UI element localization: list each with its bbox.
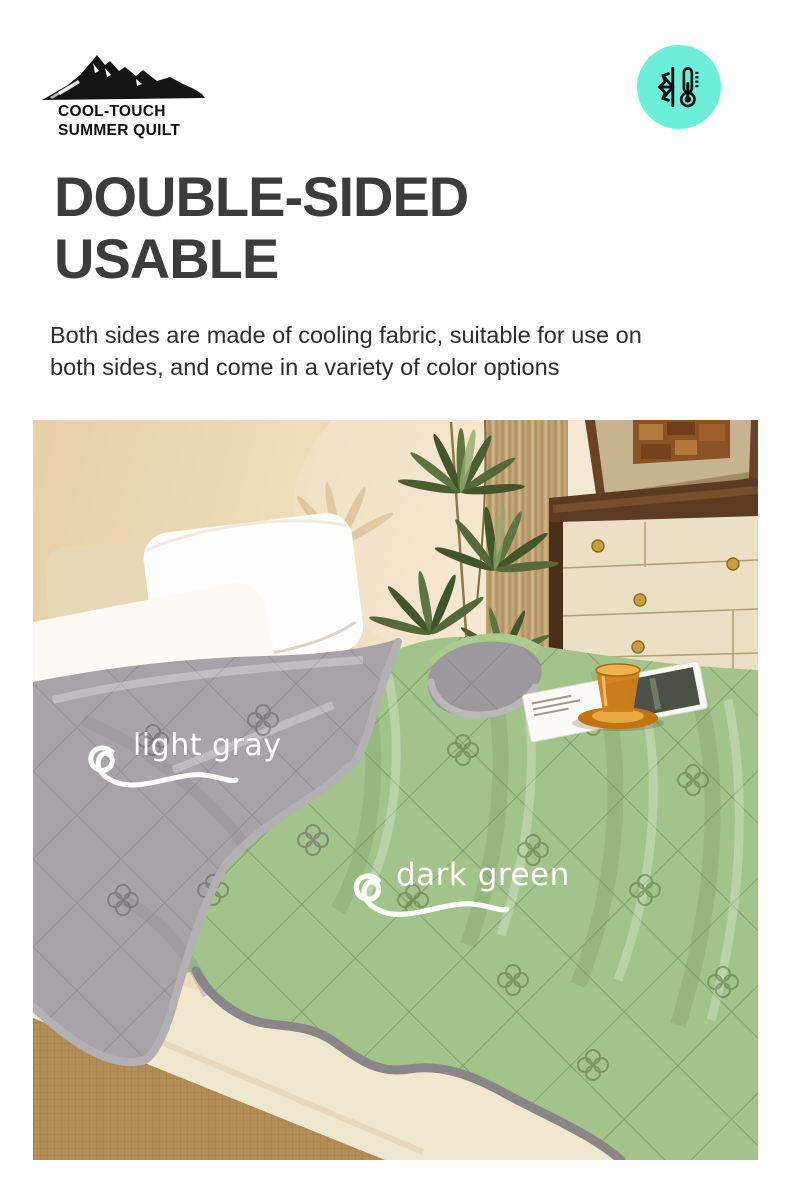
title-line-2: USABLE — [54, 227, 279, 290]
title-line-1: DOUBLE-SIDED — [54, 165, 469, 228]
description-line-1: Both sides are made of cooling fabric, suitable for use on — [50, 322, 642, 348]
product-photo — [33, 420, 758, 1160]
snowflake-thermometer-icon — [656, 64, 702, 110]
page-title — [54, 166, 468, 290]
description-text — [50, 320, 642, 383]
wood-mosaic-art — [633, 420, 730, 464]
brand-name — [58, 102, 180, 140]
dresser — [549, 478, 758, 674]
brand-line-2: SUMMER QUILT — [58, 122, 181, 139]
mountain-logo-icon — [38, 52, 210, 104]
cooling-badge — [637, 45, 721, 129]
description-line-2: both sides, and come in a variety of color options — [50, 353, 560, 380]
brand-line-1: COOL-TOUCH — [58, 103, 166, 120]
label-dark-green: dark green — [396, 857, 570, 893]
label-light-gray: light gray — [133, 728, 282, 763]
